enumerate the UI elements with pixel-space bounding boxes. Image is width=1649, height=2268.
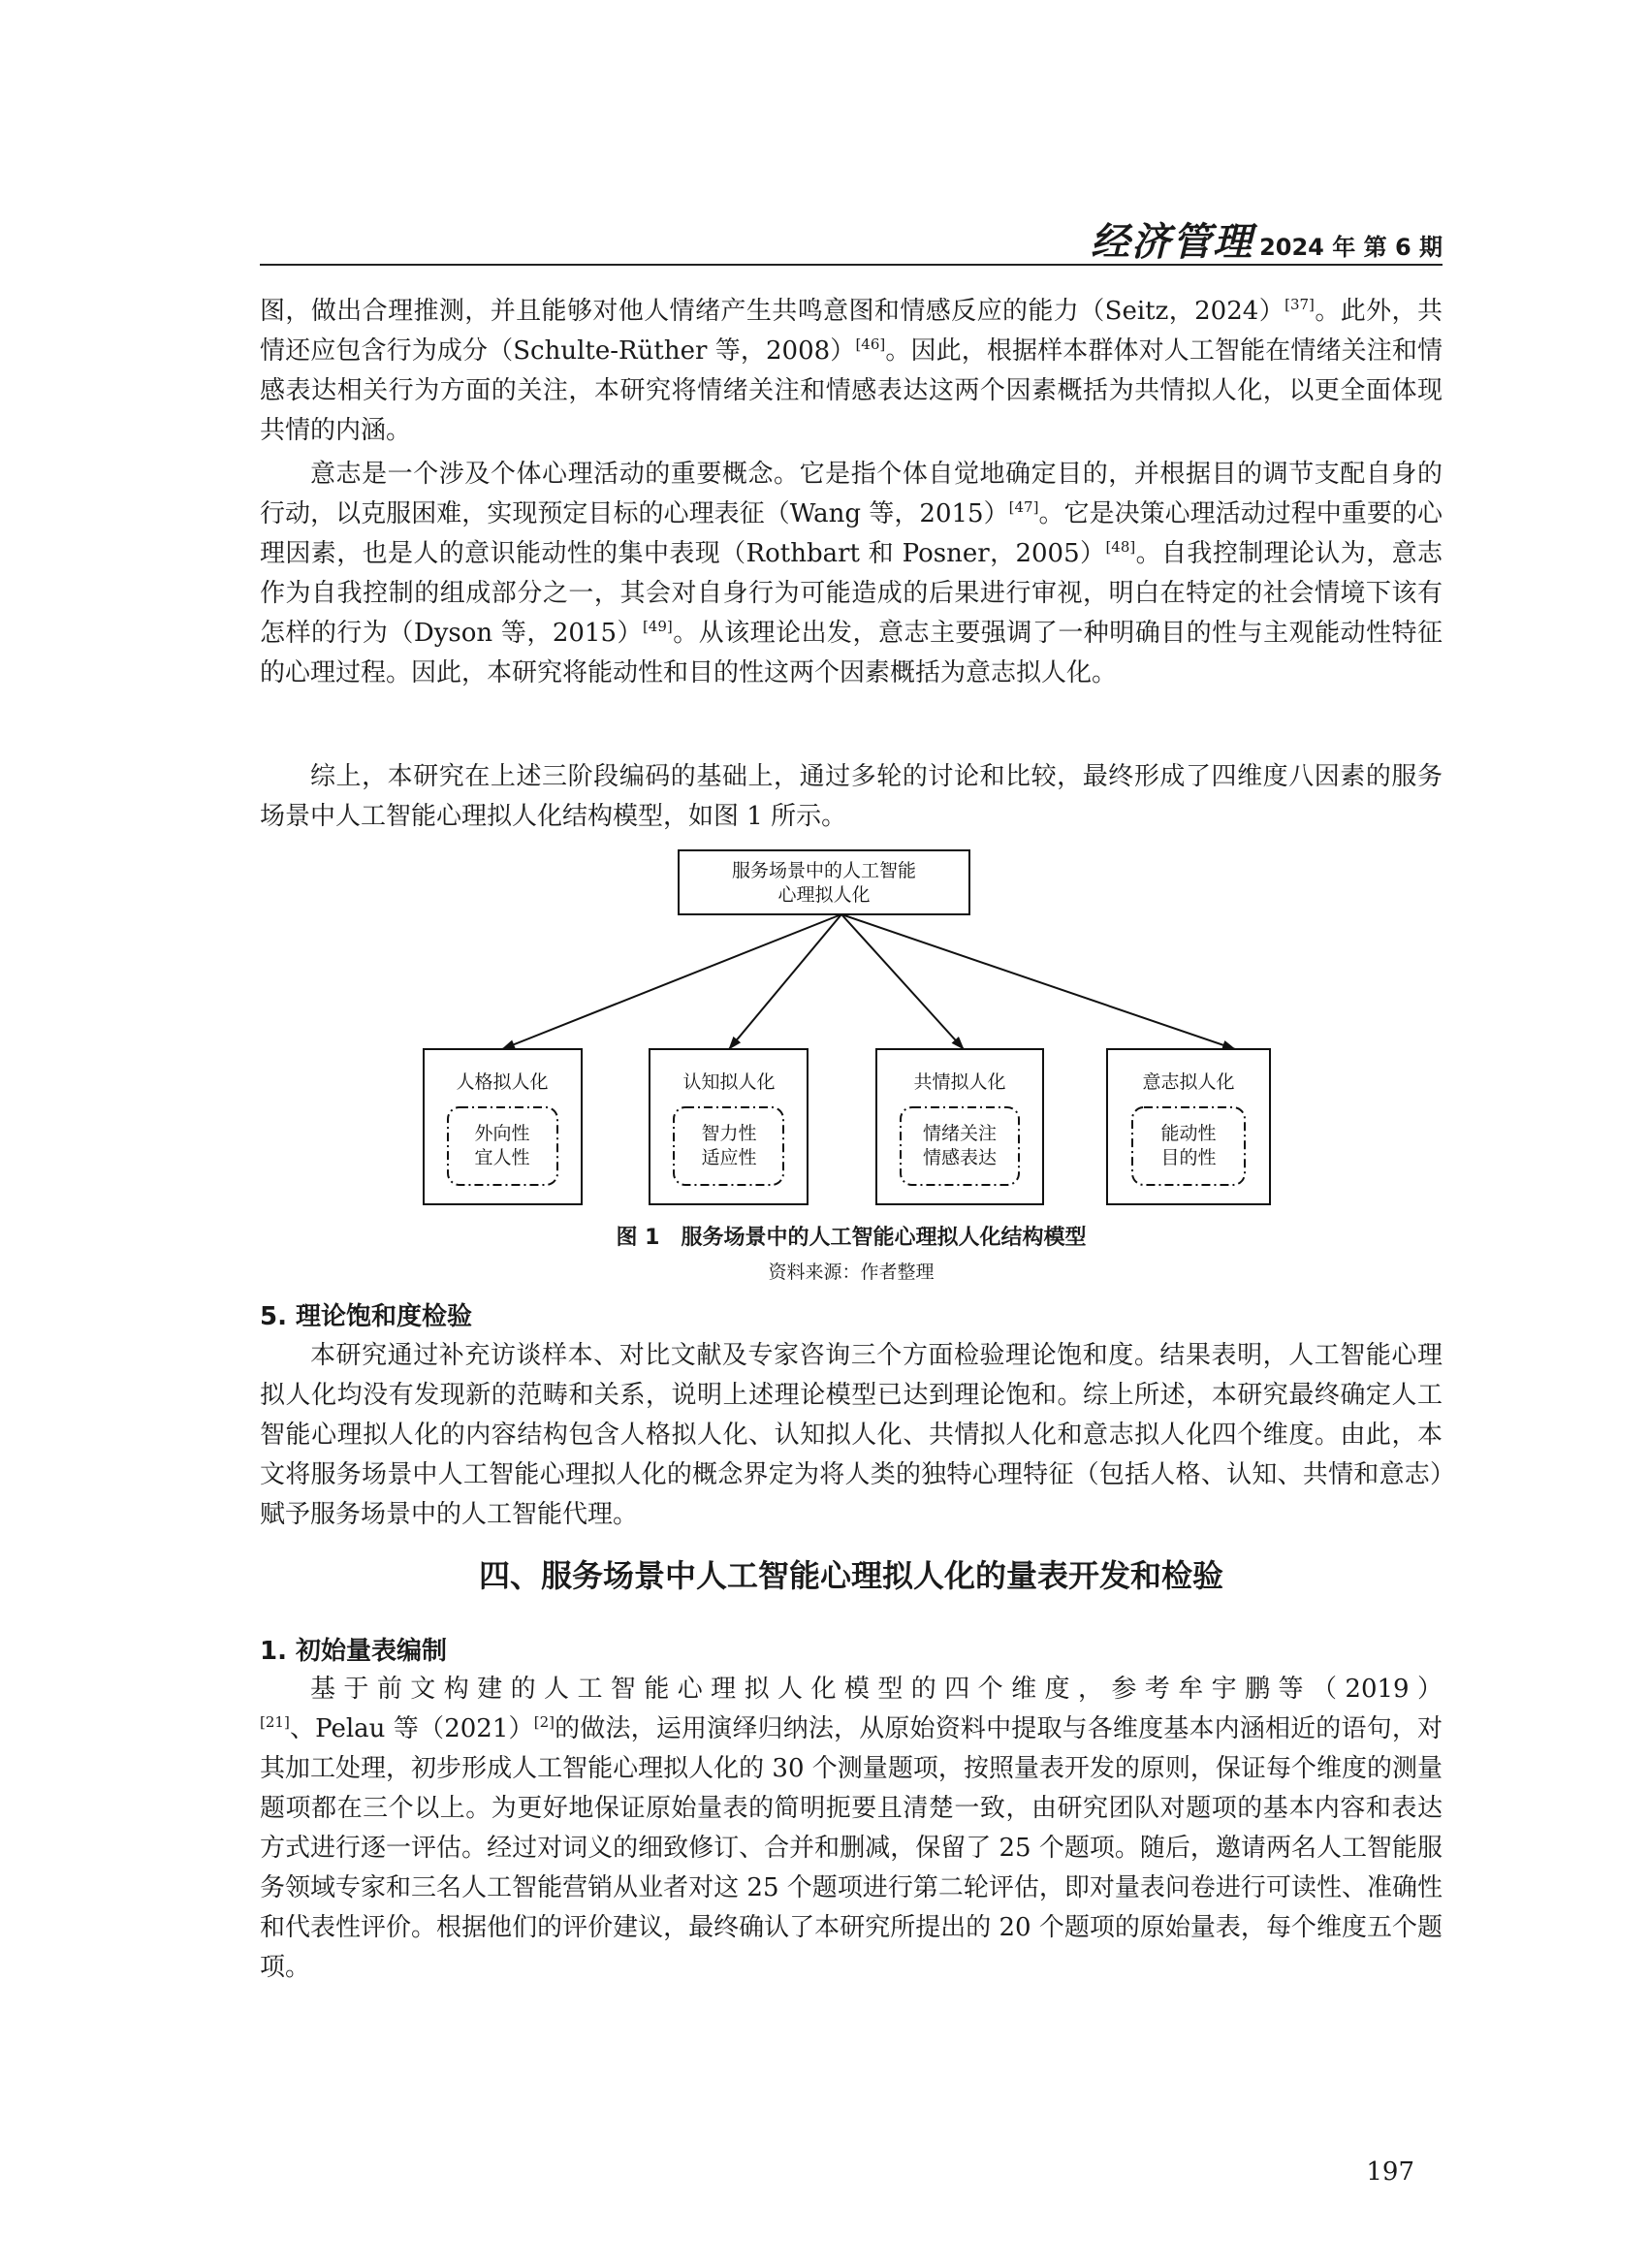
text-run: 基于前文构建的人工智能心理拟人化模型的四个维度，参考牟宇鹏等（2019）: [310, 1675, 1443, 1704]
factor-label: 情绪关注: [922, 1123, 998, 1144]
factor-group: [448, 1107, 557, 1185]
text-run: 。此外，共情还应包含行为成分（Schulte-Rüther 等，2008）: [260, 297, 1443, 366]
paragraph-volition: [260, 455, 1443, 693]
citation-ref: [48]: [1105, 538, 1136, 556]
figure-caption-text: 服务场景中的人工智能心理拟人化结构模型: [681, 1226, 1087, 1250]
text-run: 意志是一个涉及个体心理活动的重要概念。它是指个体自觉地确定目的，并根据目的调节支配自身的行动，以克服困难，实现预定目标的心理表征（Wang 等，2015）: [260, 460, 1443, 528]
citation-ref: [46]: [855, 335, 886, 353]
factor-label: 宜人性: [474, 1147, 530, 1168]
factor-label: 情感表达: [922, 1147, 998, 1168]
text-run: 。从该理论出发，意志主要强调了一种明确目的性与主观能动性特征的心理过程。因此，本研究将能动性和目的性这两个因素概括为意志拟人化。: [260, 619, 1443, 687]
dimension-title: 意志拟人化: [1142, 1071, 1235, 1093]
text-run: 。自我控制理论认为，意志作为自我控制的组成部分之一，其会对自身行为可能造成的后果进行审视，明白在特定的社会情境下该有怎样的行为（Dyson 等，2015）: [260, 539, 1443, 648]
page-number: 197: [1366, 2157, 1414, 2187]
figure-caption: [260, 1221, 1443, 1251]
text-run: 图，做出合理推测，并且能够对他人情绪产生共鸣意图和情感反应的能力（Seitz，2024）: [260, 297, 1285, 326]
citation-ref: [21]: [260, 1713, 290, 1731]
factor-label: 适应性: [701, 1147, 757, 1168]
journal-issue: 2024 年 第 6 期: [1259, 234, 1443, 261]
paragraph-saturation: 本研究通过补充访谈样本、对比文献及专家咨询三个方面检验理论饱和度。结果表明，人工智能心理拟人化均没有发现新的范畴和关系，说明上述理论模型已达到理论饱和。综上所述，本研究最终确定人工智能心理拟人化的内容结构包含人格拟人化、认知拟人化、共情拟人化和意志拟人化四个维度。由此，本文将服务场景中人工智能心理拟人化的概念界定为将人类的独特心理特征（包括人格、认知、共情和意志）赋予服务场景中的人工智能代理。: [260, 1341, 1443, 1529]
figure-source: 资料来源：作者整理: [768, 1262, 935, 1283]
paragraph-summary: 综上，本研究在上述三阶段编码的基础上，通过多轮的讨论和比较，最终形成了四维度八因素的服务场景中人工智能心理拟人化结构模型，如图 1 所示。: [260, 762, 1443, 831]
citation-ref: [37]: [1284, 296, 1315, 313]
section-title: 四、服务场景中人工智能心理拟人化的量表开发和检验: [478, 1557, 1223, 1594]
dimension-box-personality: [424, 1049, 582, 1204]
subheading-saturation: 5. 理论饱和度检验: [260, 1302, 473, 1331]
dimension-box-cognition: [650, 1049, 808, 1204]
arrow-to-empathy: [841, 914, 964, 1049]
arrow-to-personality: [502, 914, 841, 1049]
factor-label: 能动性: [1160, 1123, 1217, 1144]
citation-ref: [47]: [1008, 498, 1039, 516]
citation-ref: [2]: [533, 1713, 555, 1731]
text-run: 的做法，运用演绎归纳法，从原始资料中提取与各维度基本内涵相近的语句，对其加工处理，初步形成人工智能心理拟人化的 30 个测量题项，按照量表开发的原则，保证每个维度的测量题项都在三个以上。为更好地保证原始量表的简明扼要且清楚一致，由研究团队对题项的基本内容和表达方式进行逐一评估。经过对词义的细致修订、合并和删减，保留了 25 个题项。随后，邀请两名人工智能服务领域专家和三名人工智能营销从业者对这 25 个题项进行第二轮评估，即对量表问卷进行可读性、准确性和代表性评价。根据他们的评价建议，最终确认了本研究所提出的 20 个题项的原始量表，每个维度五个题项。: [260, 1714, 1443, 1982]
dimension-title: 共情拟人化: [913, 1071, 1006, 1093]
factor-group: [1132, 1107, 1245, 1185]
arrow-to-cognition: [729, 914, 841, 1049]
subheading-initial-scale: 1. 初始量表编制: [260, 1637, 448, 1666]
dimension-title: 人格拟人化: [456, 1071, 549, 1093]
text-run: 。它是决策心理活动过程中重要的心理因素，也是人的意识能动性的集中表现（Rothbart 和 Posner，2005）: [260, 499, 1443, 568]
root-label-line2: 心理拟人化: [777, 884, 871, 906]
running-header: [260, 204, 1443, 266]
factor-label: 智力性: [701, 1123, 757, 1144]
root-box: [679, 850, 969, 914]
citation-ref: [49]: [642, 618, 673, 635]
dimension-box-empathy: [876, 1049, 1043, 1204]
text-run: 。因此，根据样本群体对人工智能在情绪关注和情感表达相关行为方面的关注，本研究将情绪关注和情感表达这两个因素概括为共情拟人化，以更全面体现共情的内涵。: [260, 336, 1443, 445]
dimension-title: 认知拟人化: [682, 1071, 776, 1093]
factor-label: 外向性: [474, 1123, 530, 1144]
arrow-to-volition: [841, 914, 1235, 1049]
root-label-line1: 服务场景中的人工智能: [731, 860, 917, 881]
journal-title: [1091, 211, 1443, 267]
factor-label: 目的性: [1160, 1147, 1217, 1168]
journal-name: 经济管理: [1091, 220, 1254, 265]
paragraph-initial-scale: [260, 1670, 1443, 1988]
text-run: 、Pelau 等（2021）: [289, 1714, 534, 1743]
paragraph-empathy: [260, 292, 1443, 451]
factor-group: [674, 1107, 783, 1185]
figure-number: 图 1: [616, 1226, 660, 1250]
dimension-box-volition: [1107, 1049, 1270, 1204]
factor-group: [901, 1107, 1019, 1185]
